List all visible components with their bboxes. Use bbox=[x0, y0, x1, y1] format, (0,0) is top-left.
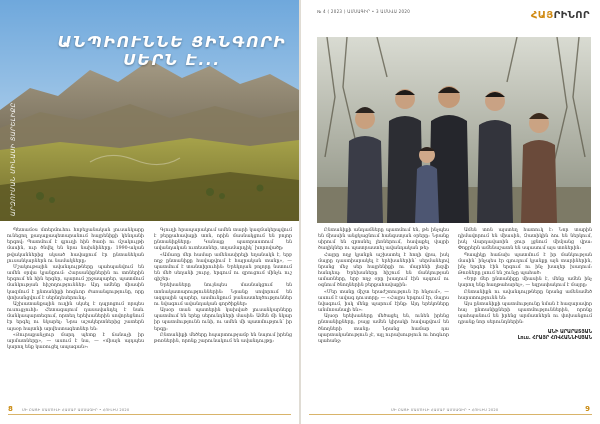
paragraph: «Երբ մեր ընտանիքը միասին է, մենք ամեն ինչ կարող ենք հաղթահարել», — եզրափակում է մայրը։ bbox=[458, 277, 592, 289]
right-page-column-2 bbox=[458, 228, 592, 342]
paragraph: Պետամօս մտերմուհու հոբելյանական լուսանկարը ունեցող քաղաքապետարանում հայրենիքի կենդանի երգով։ Պատմում է գյուղի հին ծառի ու մշակույթի մասին, ուր ծնվել են նրա նախնիները։ 1990-ական թվականներից սկսած հավաքում էր ընտանեկան լուսանկարներն ու նամակները։ bbox=[7, 228, 144, 264]
paragraph: Գյուղի հրապարակում ամեն տարի կազմակերպվում է բերքահավաքի տոն, որին մասնակցում են բոլոր ընտանիքները։ Կանայք պատրաստում են ավանդական ուտեստներ, տղամարդիկ՝ խորովածը։ bbox=[154, 228, 292, 252]
footer-rule-left bbox=[8, 414, 291, 415]
paragraph: Ընտանիքի մեծերը հպարտությամբ են նայում իրենց թոռներին, որոնք շարունակում են ավանդույթը։ bbox=[154, 332, 292, 344]
paragraph: Ամեն տոն այստեղ հատուկ է։ Նոր տարին դիմավորում են միասին, Զատիկին ձու են ներկում, իսկ Վարդավառին ջուր լցնում միմյանց վրա։ Փոքրերն ամենաշատն են սպասում այս տոներին։ bbox=[458, 228, 592, 252]
left-page-column-2 bbox=[154, 228, 292, 345]
left-page-column-1 bbox=[7, 228, 144, 351]
paragraph: Այսօր երեխաները մեծացել են, ունեն իրենց ընտանիքները, բայց ամեն կիրակի հավաքվում են ծնողների տանը։ Նրանց համար դա պարտականություն չէ, այլ ուրախություն ու հոգևոր պահանջ։ bbox=[318, 314, 449, 344]
page-number-right: 9 bbox=[585, 405, 590, 413]
photo-credit-vertical bbox=[8, 102, 22, 218]
right-page bbox=[301, 0, 600, 424]
paragraph: Երեխաները նույնպես մասնակցում են տոնակատարություններին։ Նրանք սովորում են ազգային պարեր, ասմունքում բանաստեղծություններ ու նվագում ավանդական գործիքներ։ bbox=[154, 283, 292, 307]
paragraph: «Մեր տանը միշտ երաժշտություն էր հնչում», — ասում է ավագ դուստրը։ — «Հայրս երգում էր, մայրս նվագում, իսկ մենք պարում էինք։ Այդ երեկոները անմոռանալի են»։ bbox=[318, 289, 450, 314]
paragraph: Այսօր տան պատերին կախված լուսանկարները պատմում են երեք սերունդների մասին։ Ամեն մի նկար իր պատմությունն ունի, ու ամեն մի պատմություն՝ իր երգը։ bbox=[154, 308, 292, 332]
section-title-accent: ՐԻՆՈՐ bbox=[553, 10, 590, 21]
paragraph: «Ամառը մեր համար ամենասիրելի եղանակն է, երբ ողջ ընտանիքը հավաքվում է հայրական տանը», — պատմում է տանտիրուհին։ Երեկոյան բոլորը նստում են մեծ սեղանի շուրջ, երգում ու զրուցում մինչև ուշ գիշեր։ bbox=[154, 252, 292, 283]
issue-line: № 4 ( 2023 ) ԱՄՍԱԳԻՐ • 3 ԱՄՍՎԱ 2020 bbox=[317, 9, 411, 14]
paragraph: Աշխատանքային ուղին սկսել է դպրոցում որպես ուսուցչուհի։ Հետագայում դասավանդել է նաև մանկապարտեզում, որտեղ երեխաներին սովորեցնում էր երգել ու նկարել։ Նրա աշակերտներից շատերն այսօր հայտնի արվեստագետներ են։ bbox=[7, 301, 144, 332]
paragraph: Այս ընտանիքի պատմությունը նման է հազարավոր հայ ընտանիքների պատմություններին, որոնք պահպանում են իրենց արմատներն ու փոխանցում դրանք նոր սերունդներին։ bbox=[458, 301, 592, 326]
page-number-left: 8 bbox=[8, 405, 13, 413]
footer-rule-right bbox=[309, 414, 592, 415]
paragraph: «Յուրաքանչյուր մարդ պետք է ճանաչի իր արմատները», — ասում է նա, — «միայն այդպես կարող ենք կառուցել ապագան»։ bbox=[7, 332, 144, 350]
paragraph: Ընտանիքի անդամները պատմում են, թե ինչպես են միասին անցկացնում հանգստյան օրերը։ Նրանք սիրում են զբոսնել լեռներում, հավաքել վայրի ծաղիկներ ու պատրաստել ավանդական թեյ։ bbox=[318, 228, 449, 252]
section-title bbox=[531, 10, 590, 21]
paragraph: Պապիկը հաճախ պատմում է իր մանկության մասին՝ ինչպես էր գյուղում կյանքը այն տարիներին, ինչ երգեր էին երգում ու ինչ խաղեր խաղում։ Թոռները լսում են շունչը պահած։ bbox=[458, 252, 592, 277]
author-name: ԱՆԻ ԱՐԱՐԱՏՅԱՆ bbox=[547, 329, 592, 335]
section-title-main: ՀԱՅ bbox=[530, 10, 554, 21]
author-signature bbox=[458, 330, 592, 342]
left-page bbox=[0, 0, 299, 424]
footer-right: ՄԻ ԲԱՑԻ ՄԱՄՈՒԼԻ ՀԱՄԱՐ ԱՄՍԱԳԻՐ • ՀՈՒԼԻՍ 2020 bbox=[391, 408, 499, 412]
photographer-name: Լուս. ՀՐԱՅՐ ՀՈՎՀԱՆՆԻՍՅԱՆ bbox=[517, 335, 592, 341]
article-headline: ԱՆՊԻՈՒՆՆԵ ՑԻՆԳՈՐԻ ՍԵՐՆ Է... bbox=[57, 33, 287, 69]
photo-credit-text: ԱՐԶՈՒՄԱՆ ՄԻՆԱՍԻ ՏԱՐԵԼԻՔԸ bbox=[10, 102, 17, 216]
right-page-column-1 bbox=[318, 228, 449, 345]
footer-left: ՄԻ ԲԱՑԻ ՄԱՄՈՒԼԻ ՀԱՄԱՐ ԱՄՍԱԳԻՐ • ՀՈՒԼԻՍ 2020 bbox=[22, 408, 130, 412]
family-photo bbox=[317, 37, 591, 223]
paragraph: Մշակութային ավանդույթները պահպանվում են ամեն օրվա կյանքում։ Հարսանիքներին ու տոներին երգում են հին երգեր, պարում շրջապարեր, պատմում մանկության հիշողություններ։ Այդ ամենը միասին կազմում է ընտանիքի հոգևոր ժառանգությունը, որը փոխանցվում է սերնդեսերունդ։ bbox=[7, 264, 144, 301]
paragraph: Հայրը ողջ կյանքն աշխատել է հողի վրա, իսկ մայրը դաստիարակել է երեխաներին՝ սերմանելով նրանց մեջ սեր հայրենիքի ու մայրենի լեզվի հանդեպ։ Երեխաները հիշում են մանկության ամառները, երբ ողջ օրը խաղում էին այգում ու օգնում ծնողներին բերքահավաքին։ bbox=[318, 252, 449, 289]
paragraph: Ընտանիքն ու ավանդույթները նրանց ամենամեծ հարստությունն են։ bbox=[458, 289, 592, 301]
